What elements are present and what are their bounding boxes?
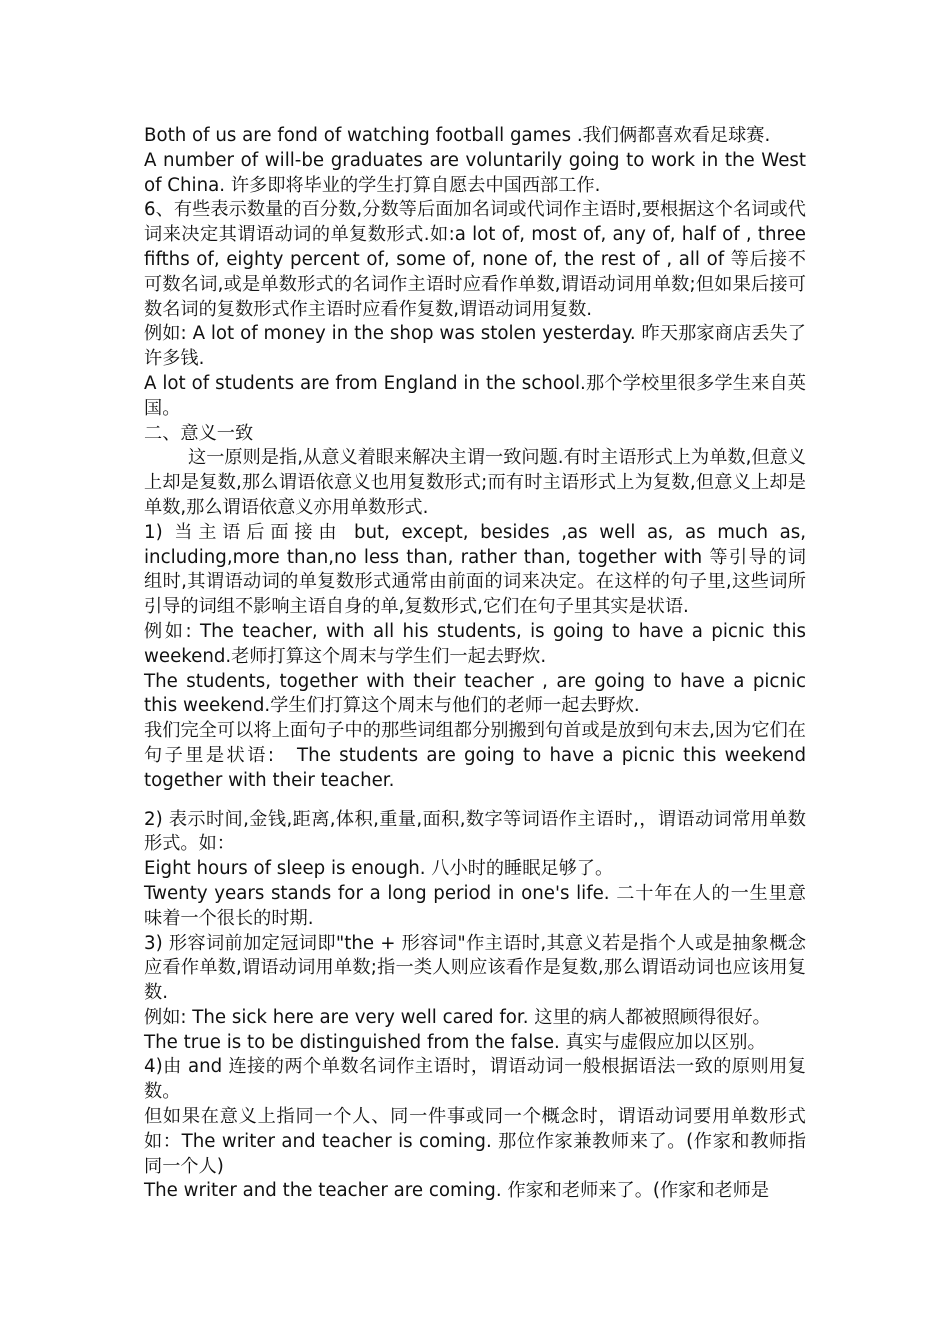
paragraph: 但如果在意义上指同一个人、同一件事或同一个概念时，谓语动词要用单数形式 如：The writer and teacher is coming. 那位作家兼教师来了。(作家和教师指同一个人)	[144, 1106, 806, 1177]
document-page	[144, 124, 806, 1204]
section-rule-6: 6、有些表示数量的百分数,分数等后面加名词或代词作主语时,要根据这个名词或代词来决定其谓语动词的单复数形式.如:a lot of, most of, any of, half of , three fifths of, eighty percent of, some of, none of, the rest of , all of 等后接不可数名词,或是单数形式的名词作主语时应看作单数,谓语动词用单数;但如果后接可数名词的复数形式作主语时应看作复数,谓语动词用复数.	[144, 199, 806, 320]
example-paragraph: 例如: The sick here are very well cared for. 这里的病人都被照顾得很好。	[144, 1006, 771, 1028]
rule-2: 2) 表示时间,金钱,距离,体积,重量,面积,数字等词语作主语时,，谓语动词常用单数形式。如：	[144, 808, 806, 855]
paragraph: A number of will-be graduates are voluntarily going to work in the West of China. 许多即将毕业的学生打算自愿去中国西部工作.	[144, 149, 806, 196]
paragraph: Both of us are fond of watching football games .我们俩都喜欢看足球赛.	[144, 125, 771, 146]
example-paragraph: The true is to be distinguished from the false. 真实与虚假应加以区别。	[144, 1031, 766, 1053]
example-paragraph: Eight hours of sleep is enough. 八小时的睡眠足够了。	[144, 858, 614, 880]
example-paragraph: 例如: A lot of money in the shop was stolen yesterday. 昨天那家商店丢失了许多钱.	[144, 323, 806, 370]
example-paragraph: 例如: The teacher, with all his students, is going to have a picnic this weekend.老师打算这个周末与学生们一起去野炊.	[144, 620, 806, 667]
section-heading: 二、意义一致	[144, 422, 254, 444]
rule-4: 4)由 and 连接的两个单数名词作主语时，谓语动词一般根据语法一致的原则用复数。	[144, 1056, 806, 1103]
section-intro: 这一原则是指,从意义着眼来解决主谓一致问题.有时主语形式上为单数,但意义上却是复数,那么谓语依意义也用复数形式;而有时主语形式上为复数,但意义上却是单数,那么谓语依意义亦用单数形式.	[144, 447, 806, 518]
paragraph: 我们完全可以将上面句子中的那些词组都分别搬到句首或是放到句末去,因为它们在句子里是状语: The students are going to have a picnic this weekend together with their teacher.	[144, 720, 806, 791]
example-paragraph: Twenty years stands for a long period in one's life. 二十年在人的一生里意味着一个很长的时期.	[144, 882, 806, 929]
paragraph: The students, together with their teacher , are going to have a picnic this weekend.学生们打算这个周末与他们的老师一起去野炊.	[144, 670, 806, 717]
rule-1: 1) 当主语后面接由 but, except, besides ,as well as, as much as, including,more than,no less than, rather than, together with 等引导的词组时,其谓语动词的单复数形式通常由前面的词来决定。在这样的句子里,这些词所引导的词组不影响主语自身的单,复数形式,它们在句子里其实是状语.	[144, 521, 806, 618]
paragraph: A lot of students are from England in the school.那个学校里很多学生来自英国。	[144, 372, 806, 419]
rule-3: 3) 形容词前加定冠词即"the + 形容词"作主语时,其意义若是指个人或是抽象概念应看作单数,谓语动词用单数;指一类人则应该看作是复数,那么谓语动词也应该用复数.	[144, 932, 806, 1004]
paragraph: The writer and the teacher are coming. 作家和老师来了。(作家和老师是	[144, 1180, 770, 1202]
